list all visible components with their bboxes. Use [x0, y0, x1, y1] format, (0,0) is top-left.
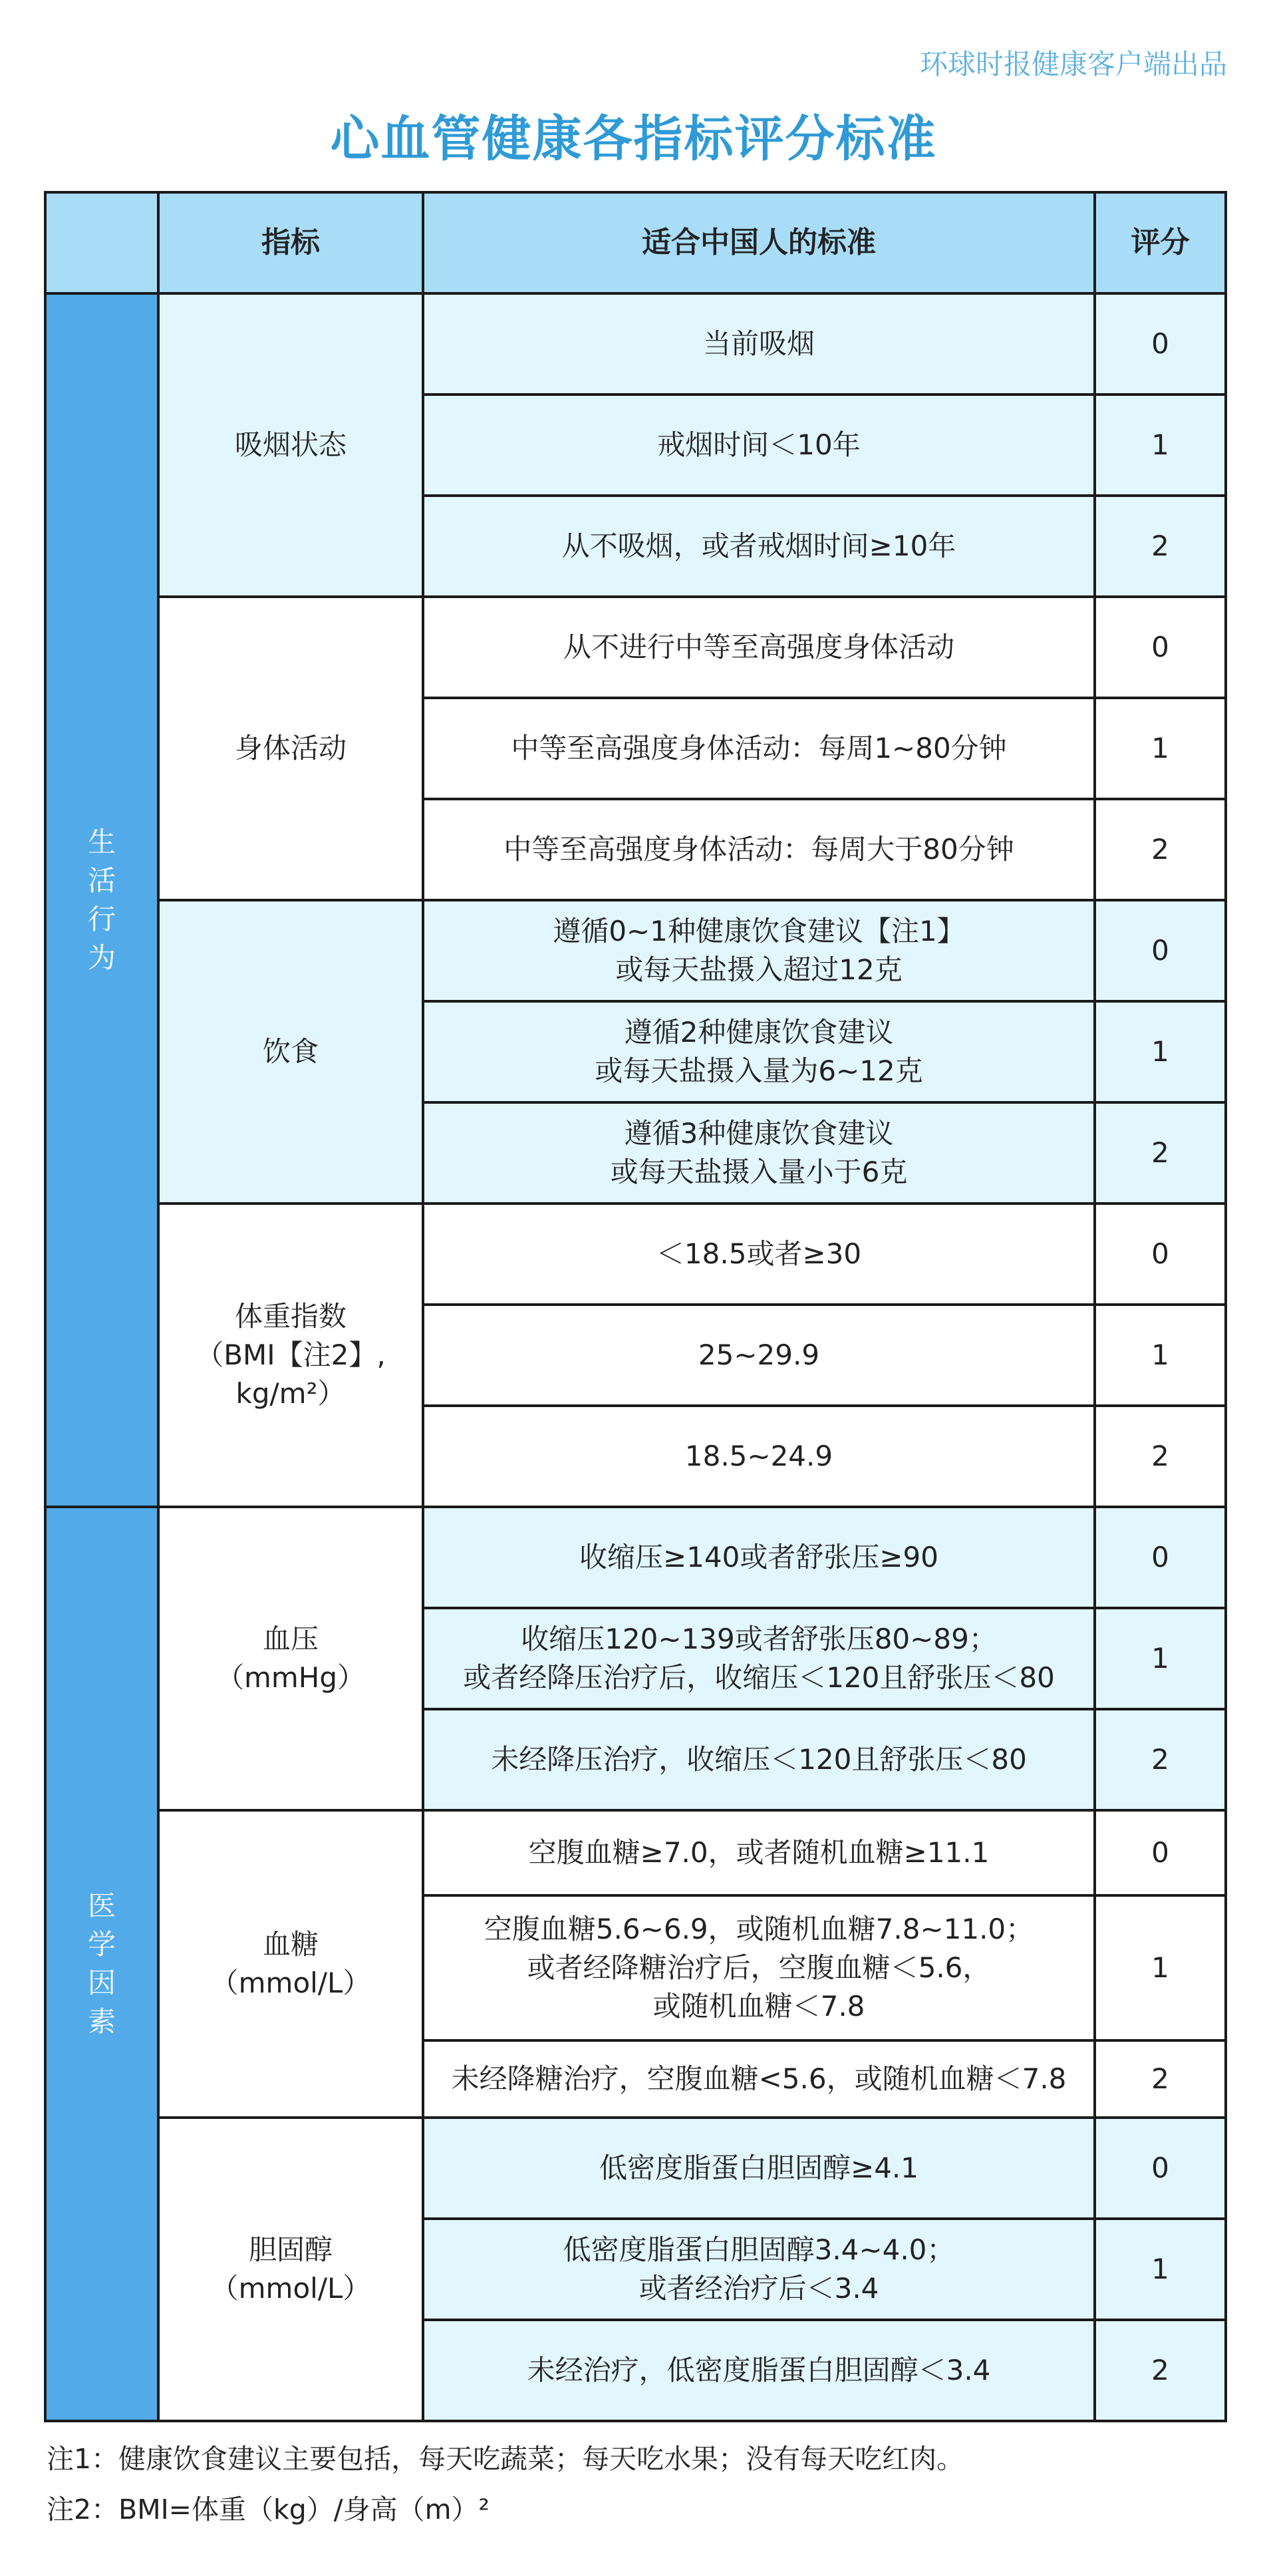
standard-cell	[423, 2219, 1095, 2320]
score-cell: 2	[1095, 496, 1226, 597]
indicator-name	[158, 1507, 423, 1810]
indicator-name	[158, 2118, 423, 2421]
indicator-name-line: kg/m²）	[235, 1377, 346, 1410]
standard-cell	[423, 597, 1095, 698]
standard-line: 从不吸烟，或者戒烟时间≥10年	[561, 530, 956, 562]
table-row	[45, 900, 1226, 1001]
score-cell: 1	[1095, 1895, 1226, 2040]
standard-line: 未经降糖治疗，空腹血糖<5.6，或随机血糖＜7.8	[451, 2062, 1067, 2095]
score-cell: 0	[1095, 1507, 1226, 1608]
indicator-name	[158, 1204, 423, 1507]
standard-line: 或每天盐摄入量为6~12克	[595, 1054, 923, 1087]
category-char: 因	[87, 1967, 116, 1999]
score-cell: 0	[1095, 597, 1226, 698]
standard-cell	[423, 1204, 1095, 1305]
indicator-name	[158, 900, 423, 1204]
header-standard: 适合中国人的标准	[423, 192, 1095, 293]
standard-cell	[423, 2118, 1095, 2219]
standard-cell	[423, 1507, 1095, 1608]
standard-cell	[423, 1305, 1095, 1406]
standard-line: 当前吸烟	[702, 327, 815, 360]
scoring-table	[44, 191, 1227, 2422]
standard-line: 或者经治疗后＜3.4	[638, 2272, 879, 2305]
score-cell: 2	[1095, 1406, 1226, 1507]
standard-line: 空腹血糖5.6~6.9，或随机血糖7.8~11.0；	[484, 1913, 1034, 1945]
category-char: 活	[87, 864, 116, 897]
header-row	[45, 192, 1226, 293]
standard-cell	[423, 1895, 1095, 2040]
score-cell: 0	[1095, 1810, 1226, 1895]
category-char: 学	[87, 1928, 116, 1961]
score-cell: 1	[1095, 698, 1226, 799]
category-char: 生	[87, 826, 116, 858]
header-score: 评分	[1095, 192, 1226, 293]
table-row	[45, 1810, 1226, 1895]
indicator-name-line: （mmol/L）	[210, 2272, 371, 2305]
header-indicator: 指标	[158, 192, 423, 293]
footnote-2: 注2：BMI=体重（kg）/身高（m）²	[47, 2494, 490, 2525]
score-cell: 1	[1095, 1305, 1226, 1406]
standard-line: 戒烟时间＜10年	[657, 428, 861, 461]
standard-line: ＜18.5或者≥30	[656, 1237, 862, 1270]
standard-cell	[423, 698, 1095, 799]
standard-line: 或随机血糖＜7.8	[652, 1990, 865, 2022]
standard-line: 遵循0~1种健康饮食建议【注1】	[553, 915, 965, 947]
standard-line: 收缩压120~139或者舒张压80~89；	[521, 1623, 997, 1655]
score-cell: 0	[1095, 1204, 1226, 1305]
score-cell: 0	[1095, 900, 1226, 1001]
indicator-name	[158, 1810, 423, 2118]
score-cell: 1	[1095, 2219, 1226, 2320]
standard-cell	[423, 2040, 1095, 2118]
indicator-name-line: 身体活动	[234, 732, 347, 764]
standard-line: 中等至高强度身体活动：每周大于80分钟	[503, 833, 1014, 866]
standard-cell	[423, 1810, 1095, 1895]
standard-cell	[423, 1406, 1095, 1507]
standard-line: 从不进行中等至高强度身体活动	[563, 631, 954, 663]
footnote-1: 注1：健康饮食建议主要包括，每天吃蔬菜；每天吃水果；没有每天吃红肉。	[47, 2443, 964, 2475]
score-cell: 2	[1095, 799, 1226, 900]
page-title: 心血管健康各指标评分标准	[330, 110, 937, 168]
standard-cell	[423, 900, 1095, 1001]
indicator-name-line: （BMI【注2】,	[196, 1339, 386, 1371]
standard-line: 中等至高强度身体活动：每周1~80分钟	[511, 732, 1007, 764]
standard-line: 遵循3种健康饮食建议	[624, 1117, 894, 1150]
header-blank	[45, 192, 158, 293]
standard-line: 遵循2种健康饮食建议	[624, 1016, 894, 1048]
standard-line: 或每天盐摄入量小于6克	[610, 1156, 908, 1188]
standard-line: 18.5~24.9	[684, 1440, 833, 1472]
table-body	[45, 293, 1226, 2421]
indicator-name	[158, 293, 423, 597]
score-cell: 2	[1095, 2040, 1226, 2118]
score-cell: 2	[1095, 2320, 1226, 2421]
score-cell: 2	[1095, 1709, 1226, 1810]
score-cell: 0	[1095, 293, 1226, 395]
standard-line: 低密度脂蛋白胆固醇3.4~4.0；	[563, 2233, 955, 2266]
score-cell: 1	[1095, 1608, 1226, 1709]
indicator-name-line: （mmHg）	[215, 1661, 366, 1694]
category-char: 为	[87, 941, 116, 974]
standard-line: 或者经降压治疗后，收缩压＜120且舒张压＜80	[463, 1661, 1055, 1694]
category-label	[45, 293, 158, 1507]
standard-line: 或者经降糖治疗后，空腹血糖＜5.6，	[527, 1951, 991, 1984]
category-char: 医	[87, 1889, 116, 1922]
standard-cell	[423, 799, 1095, 900]
standard-cell	[423, 395, 1095, 496]
standard-line: 未经降压治疗，收缩压＜120且舒张压＜80	[491, 1743, 1027, 1776]
score-cell: 2	[1095, 1102, 1226, 1204]
indicator-name-line: （mmol/L）	[210, 1967, 371, 1999]
score-cell: 1	[1095, 395, 1226, 496]
standard-line: 收缩压≥140或者舒张压≥90	[579, 1541, 938, 1573]
standard-cell	[423, 1608, 1095, 1709]
table-row	[45, 1507, 1226, 1608]
category-char: 素	[87, 2005, 116, 2038]
indicator-name-line: 体重指数	[234, 1300, 347, 1333]
score-cell: 0	[1095, 2118, 1226, 2219]
table-row	[45, 597, 1226, 698]
standard-cell	[423, 2320, 1095, 2421]
standard-line: 25~29.9	[698, 1339, 820, 1371]
table-row	[45, 1204, 1226, 1305]
category-label	[45, 1507, 158, 2421]
source-credit: 环球时报健康客户端出品	[919, 48, 1227, 80]
table-row	[45, 2118, 1226, 2219]
footnotes	[47, 2434, 964, 2535]
score-cell: 1	[1095, 1001, 1226, 1102]
indicator-name	[158, 597, 423, 900]
standard-cell	[423, 1102, 1095, 1204]
indicator-name-line: 饮食	[262, 1035, 319, 1068]
standard-line: 或每天盐摄入超过12克	[615, 953, 903, 986]
indicator-name-line: 血糖	[262, 1928, 319, 1961]
standard-line: 未经治疗，低密度脂蛋白胆固醇＜3.4	[527, 2354, 991, 2386]
standard-cell	[423, 496, 1095, 597]
standard-line: 空腹血糖≥7.0，或者随机血糖≥11.1	[528, 1836, 990, 1869]
standard-line: 低密度脂蛋白胆固醇≥4.1	[599, 2152, 918, 2184]
category-char: 行	[87, 903, 116, 935]
indicator-name-line: 吸烟状态	[234, 428, 347, 461]
standard-cell	[423, 1709, 1095, 1810]
standard-cell	[423, 1001, 1095, 1102]
standard-cell	[423, 293, 1095, 395]
indicator-name-line: 胆固醇	[248, 2233, 333, 2266]
indicator-name-line: 血压	[262, 1623, 319, 1655]
table-row	[45, 293, 1226, 395]
